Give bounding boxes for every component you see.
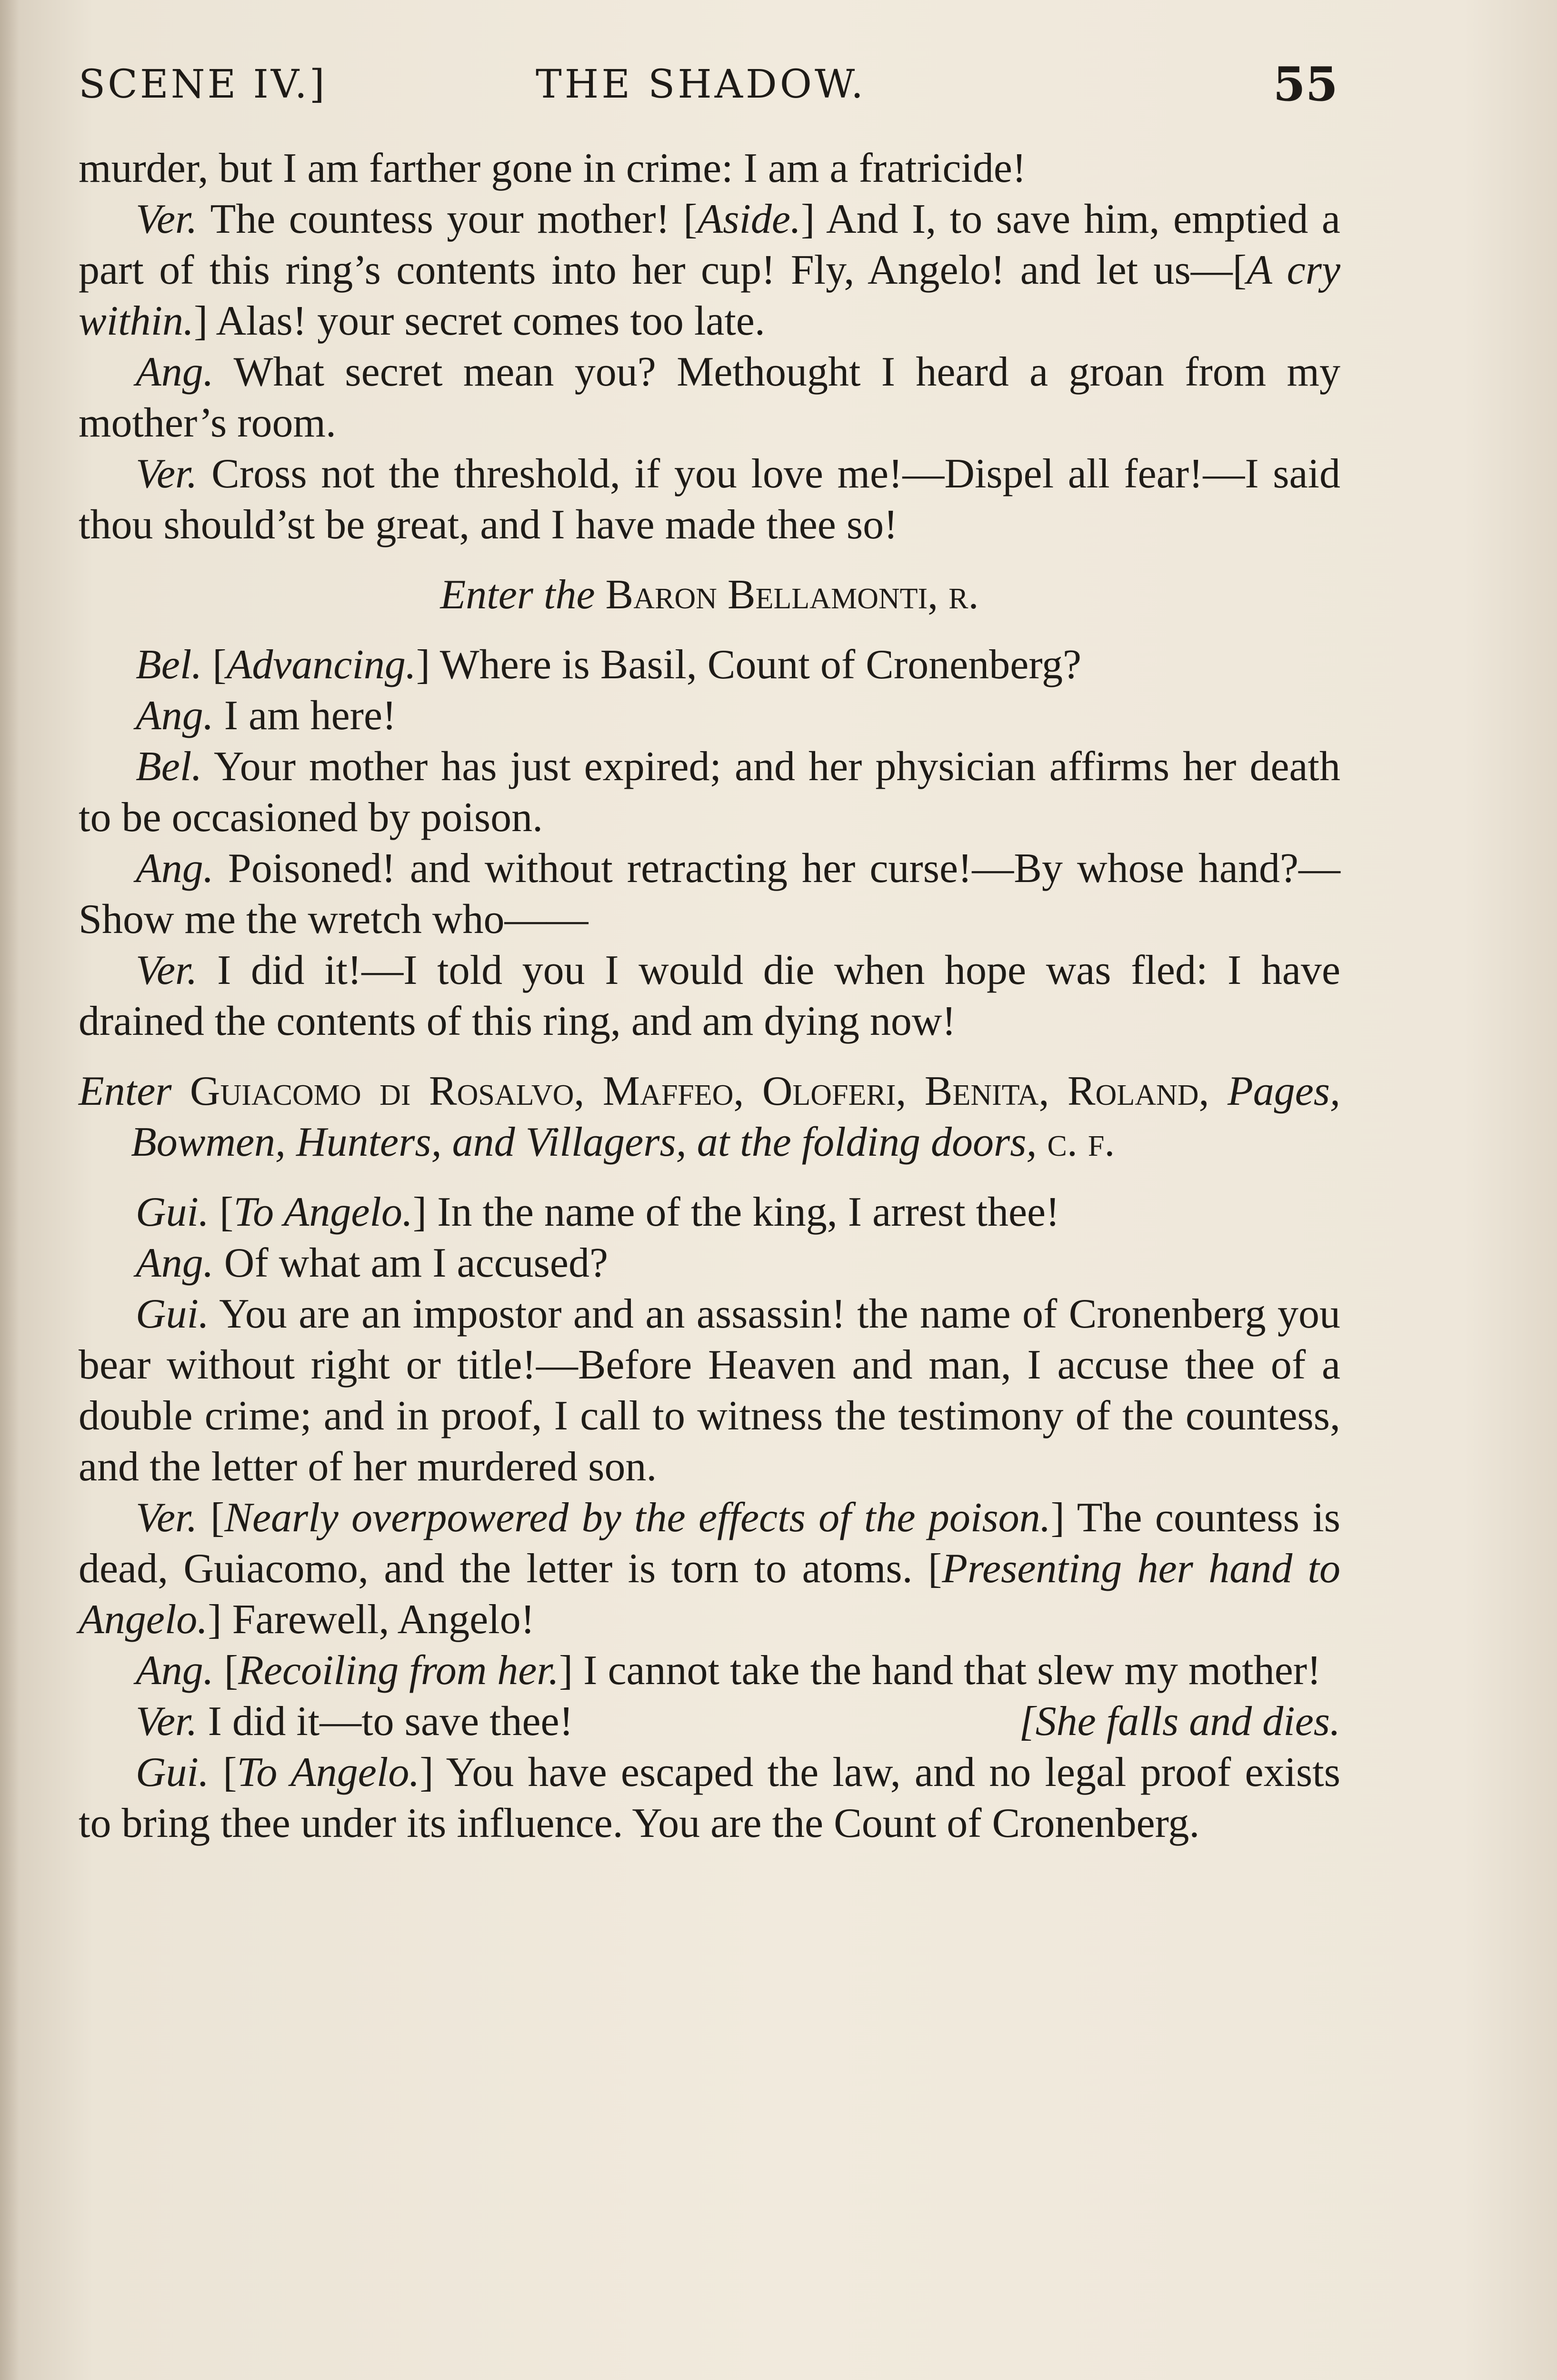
speaker-name: Ang. — [136, 1647, 214, 1694]
speech-text: I did it!—I told you I would die when hope was fled: I have drained the contents of this ring, and am dying now! — [79, 947, 1340, 1044]
speech-text: [ — [220, 1189, 234, 1235]
stage-direction-inline: To Angelo. — [233, 1189, 413, 1235]
dialogue-text — [79, 143, 1340, 1849]
speaker-name: Bel. — [136, 642, 202, 688]
speech-paragraph — [79, 1187, 1340, 1238]
speech-paragraph — [79, 741, 1340, 843]
speech-text: ] You have escaped the law, and no legal proof exists to bring thee under its influence. You are the Count of Cronenberg. — [79, 1749, 1340, 1846]
speaker-name: Ver. — [136, 196, 198, 242]
speech-text: ] And I, to save him, emptied a part of this ring’s contents into her cup! Fly, Angelo! and let us—[ — [79, 196, 1340, 293]
stage-direction — [79, 569, 1340, 620]
speech-text: What secret mean you? Methought I heard a groan from my mother’s room. — [79, 349, 1340, 446]
speech-text: ] I cannot take the hand that slew my mother! — [559, 1647, 1321, 1694]
speech-paragraph — [79, 690, 1340, 741]
speech-text: ] Where is Basil, Count of Cronenberg? — [416, 642, 1082, 688]
speaker-name: Ang. — [136, 693, 214, 739]
speech-paragraph — [79, 1289, 1340, 1492]
speaker-name: Gui. — [136, 1749, 209, 1795]
speech-paragraph — [79, 843, 1340, 945]
speech-text: ] Farewell, Angelo! — [208, 1597, 535, 1643]
speaker-name: Ang. — [136, 349, 214, 395]
stage-direction-inline: Presenting her hand to Angelo. — [79, 1546, 1341, 1643]
speech-text: Of what am I accused? — [224, 1240, 609, 1286]
speech-text: [ — [223, 1749, 237, 1795]
scene-marker: SCENE IV.] — [79, 62, 327, 107]
speech-text: I am here! — [224, 693, 397, 739]
speech-paragraph — [79, 448, 1340, 550]
speaker-name: Gui. — [136, 1291, 209, 1337]
page-gutter-shadow — [0, 0, 19, 2380]
speech-text: ] Alas! your secret comes too late. — [194, 298, 765, 344]
speaker-name: Bel. — [136, 744, 202, 790]
speech-paragraph — [79, 1645, 1340, 1696]
running-head — [79, 57, 1338, 124]
speaker-name: Ang. — [136, 1240, 214, 1286]
character-names: c. f. — [1047, 1119, 1115, 1165]
stage-direction-text: Pages, Bowmen, Hunters, and Villagers, at the folding doors, — [131, 1068, 1340, 1165]
stage-direction-exit: [She falls and dies. — [1019, 1698, 1340, 1745]
speech-text: Your mother has just expired; and her physician affirms her death to be occasioned by poison. — [79, 744, 1341, 841]
speech-text: The countess your mother! [ — [210, 196, 698, 242]
character-names: Guiacomo di Rosalvo, Maffeo, Oloferi, Benita, Roland, — [190, 1068, 1228, 1114]
speech-paragraph — [79, 194, 1340, 347]
speech-paragraph — [79, 1696, 1340, 1747]
stage-direction-inline: To Angelo. — [237, 1749, 420, 1795]
speaker-name: Ver. — [136, 947, 198, 993]
stage-direction-inline: Aside. — [697, 196, 801, 242]
speech-text: [ — [224, 1647, 239, 1694]
page-number: 55 — [1273, 57, 1338, 112]
stage-direction-inline: A cry within. — [79, 247, 1340, 344]
speech-paragraph — [79, 347, 1340, 448]
speech-text: [ — [210, 1495, 225, 1541]
stage-direction-inline: Nearly overpowered by the effects of the poison. — [224, 1495, 1051, 1541]
stage-direction-text: Enter the — [440, 572, 606, 618]
speech-text: You are an impostor and an assassin! the name of Cronenberg you bear without right or title!—Before Heaven and man, I accuse thee of a double crime; and in proof, I call to witness the testimony of the countess, and the letter of her murdered son. — [79, 1291, 1341, 1490]
stage-direction-inline: Advancing. — [226, 642, 416, 688]
speech-paragraph — [79, 1492, 1340, 1645]
stage-direction-text: Enter — [79, 1068, 190, 1114]
speech-paragraph — [79, 639, 1340, 690]
speech-text: Poisoned! and without retracting her curse!—By whose hand?—Show me the wretch who—— — [79, 845, 1341, 942]
speaker-name: Gui. — [136, 1189, 209, 1235]
speaker-name: Ver. — [136, 1495, 198, 1541]
speech-text: I did it—to save thee! — [208, 1698, 573, 1745]
play-title: THE SHADOW. — [536, 62, 867, 107]
speaker-name: Ver. — [136, 1698, 198, 1745]
continued-speech: murder, but I am farther gone in crime: I am a fratricide! — [79, 145, 1027, 191]
speech-text: Cross not the threshold, if you love me!—Dispel all fear!—I said thou should’st be great, and I have made thee so! — [79, 451, 1340, 548]
character-names: Baron Bellamonti, r. — [605, 572, 979, 618]
speech-text: ] The countess is dead, Guiacomo, and the letter is torn to atoms. [ — [79, 1495, 1341, 1592]
speaker-name: Ang. — [136, 845, 214, 892]
speech-paragraph — [79, 1747, 1340, 1849]
speech-text: ] In the name of the king, I arrest thee! — [412, 1189, 1060, 1235]
speech-paragraph — [79, 1238, 1340, 1289]
speech-paragraph — [79, 945, 1340, 1047]
speaker-name: Ver. — [136, 451, 198, 497]
stage-direction-inline: Recoiling from her. — [238, 1647, 559, 1694]
stage-direction — [79, 1066, 1340, 1168]
speech-text: [ — [212, 642, 227, 688]
